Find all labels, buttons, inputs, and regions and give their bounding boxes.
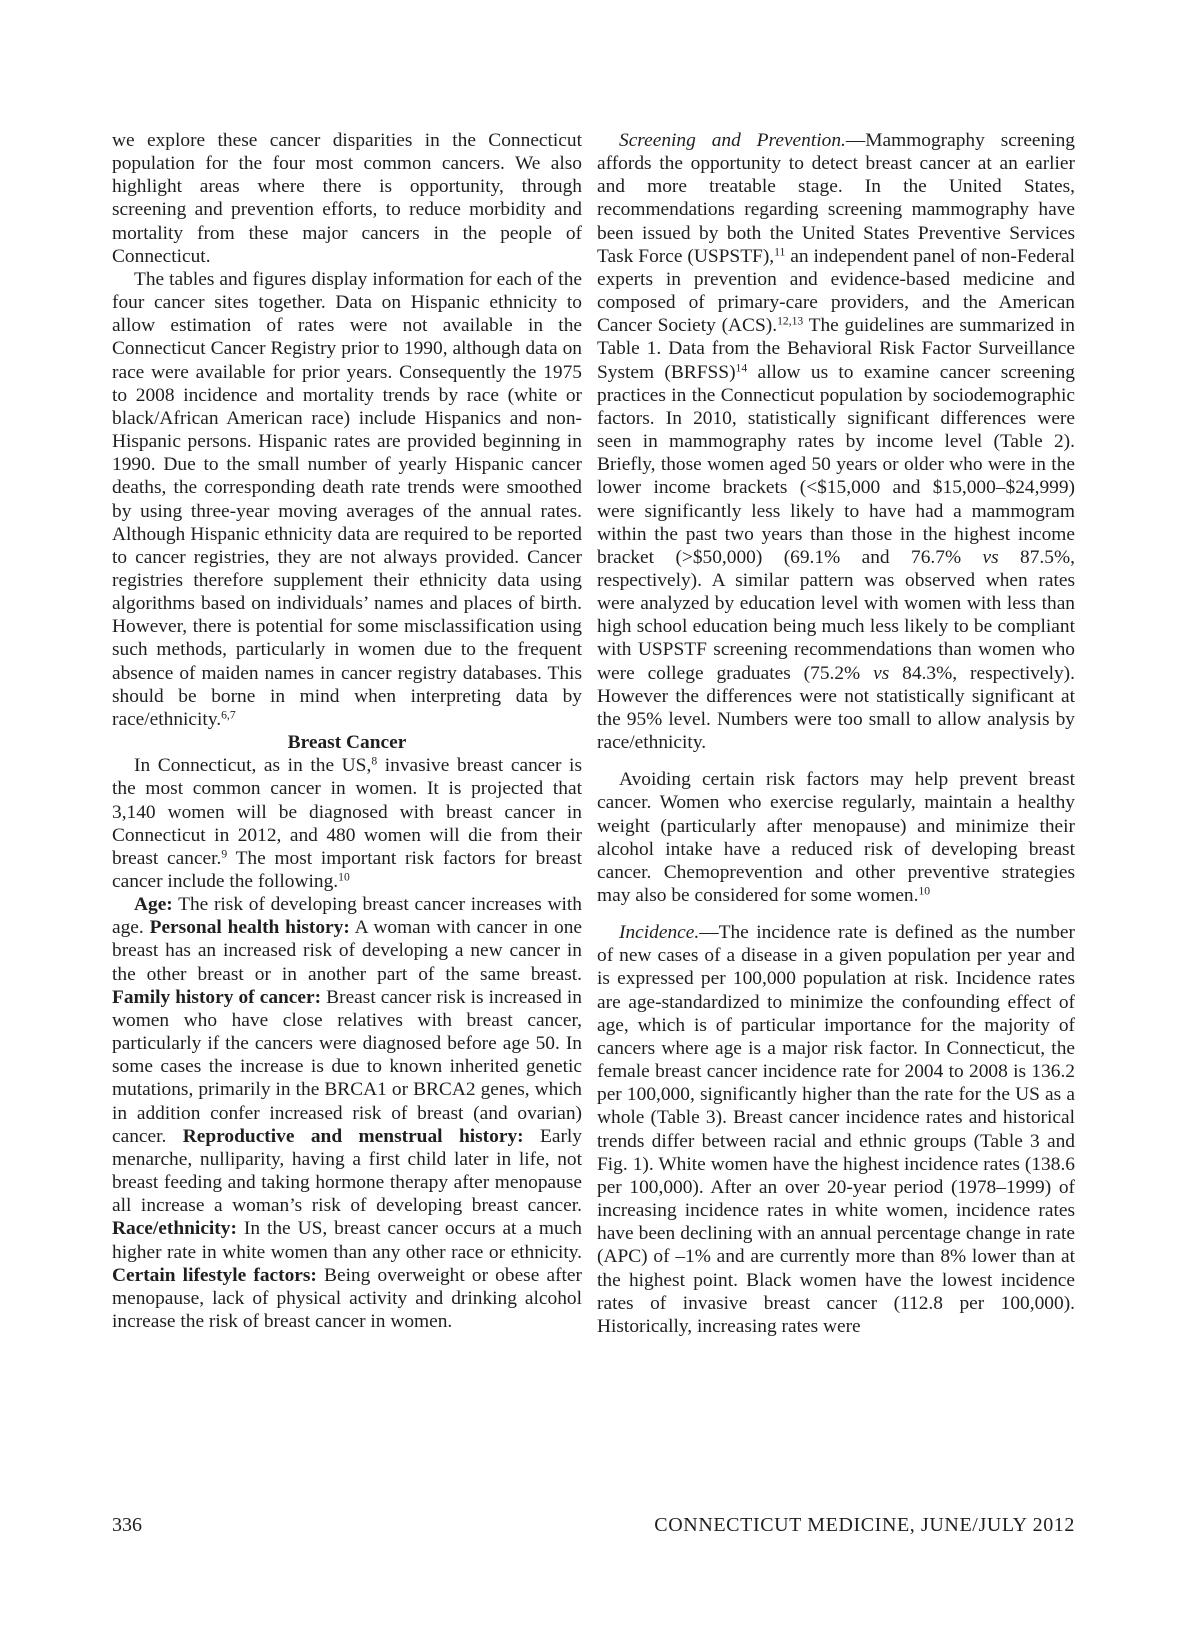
prevention-paragraph — [597, 768, 1075, 907]
reference-11: 11 — [774, 245, 786, 259]
reference-10: 10 — [338, 870, 350, 884]
screening-text-f: 84.3%, respectively). However the differences were not statistically significant at the 95% level. Numbers were too small to allow analysis by race/ethnicity. — [597, 662, 1075, 754]
risk-label-reproductive-history: Reproductive and menstrual history: — [182, 1125, 524, 1147]
risk-text-race-ethnicity: In the US, breast cancer occurs at a much higher rate in white women than any other race or ethnicity. — [112, 1218, 582, 1263]
screening-prevention-paragraph — [597, 129, 1075, 754]
screening-text-c: The guidelines are summarized in Table 1. Data from the Behavioral Risk Factor Surveillance System (BRFSS) — [597, 315, 1075, 383]
subheading-screening-prevention: Screening and Prevention. — [619, 130, 846, 151]
risk-text-personal-history: A woman with cancer in one breast has an increased risk of developing a new cancer in the other breast or in another part of the same breast. — [112, 917, 582, 985]
right-column — [597, 129, 1075, 1338]
risk-text-reproductive-history: Early menarche, nulliparity, having a first child later in life, not breast feeding and taking hormone therapy after menopause all increase a woman’s risk of developing breast cancer. — [112, 1125, 582, 1217]
section-heading-breast-cancer: Breast Cancer — [287, 732, 407, 754]
screening-text-a: —Mammography screening affords the opportunity to detect breast cancer at an earlier and more treatable stage. In the United States, recommendations regarding screening mammography have been issued by both the United States Preventive Services Task Force (USPSTF), — [597, 130, 1075, 267]
risk-text-family-history: Breast cancer risk is increased in women who have close relatives with breast cancer, particularly if the cancers were diagnosed before age 50. In some cases the increase is due to known inherited genetic mutations, primarily in the BRCA1 or BRCA2 genes, which in addition confer increased risk of breast (and ovarian) cancer. — [112, 986, 582, 1147]
page-number: 336 — [112, 1514, 142, 1536]
intro-text-a: In Connecticut, as in the US, — [134, 755, 372, 777]
reference-6-7: 6,7 — [221, 708, 236, 722]
reference-14: 14 — [735, 361, 748, 375]
reference-9: 9 — [221, 847, 228, 861]
breast-cancer-intro-paragraph — [112, 754, 582, 893]
subheading-incidence: Incidence. — [619, 922, 700, 944]
risk-label-lifestyle: Certain lifestyle factors: — [112, 1264, 317, 1286]
intro-text-c: The most important risk factors for breast cancer include the following. — [112, 847, 582, 892]
reference-12-13: 12,13 — [777, 314, 804, 328]
screening-text-d: allow us to examine cancer screening practices in the Connecticut population by sociodemographic factors. In 2010, statistically significant differences were seen in mammography rates by income level (Table 2). Briefly, those women aged 50 years or older who were in the lower income brackets (<$15,000 and $15,000–$24,999) were significantly less likely to have had a mammogram within the past two years than those in the highest income bracket (>$50,000) (69.1% and 76.7% — [597, 361, 1075, 568]
methods-paragraph — [112, 268, 582, 731]
versus-italic: vs — [873, 662, 890, 684]
risk-label-family-history: Family history of cancer: — [112, 986, 322, 1008]
journal-running-footer: CONNECTICUT MEDICINE, JUNE/JULY 2012 — [654, 1514, 1075, 1536]
screening-text-e: 87.5%, respectively). A similar pattern was observed when rates were analyzed by education level with women with less than high school education being much less likely to be compliant with USPSTF screening recommendations than women who were college graduates (75.2% — [597, 546, 1075, 684]
versus-italic: vs — [982, 546, 999, 568]
left-column — [112, 129, 582, 1333]
risk-label-race-ethnicity: Race/ethnicity: — [112, 1218, 237, 1240]
risk-text-age: The risk of developing breast cancer increases with age. — [112, 894, 582, 939]
reference-10: 10 — [918, 884, 931, 898]
risk-factors-paragraph — [112, 893, 582, 1333]
intro-text-b: invasive breast cancer is the most common cancer in women. It is projected that 3,140 women will be diagnosed with breast cancer in Connecticut in 2012, and 480 women will die from their breast cancer. — [112, 755, 582, 869]
reference-8: 8 — [371, 754, 378, 768]
risk-label-age: Age: — [134, 894, 173, 916]
risk-text-lifestyle: Being overweight or obese after menopause, lack of physical activity and drinking alcohol increase the risk of breast cancer in women. — [112, 1264, 582, 1332]
incidence-paragraph — [597, 921, 1075, 1338]
incidence-text: —The incidence rate is defined as the number of new cases of a disease in a given population per year and is expressed per 100,000 population at risk. Incidence rates are age-standardized to minimize the confounding effect of age, which is of particular importance for the majority of cancers where age is a major risk factor. In Connecticut, the female breast cancer incidence rate for 2004 to 2008 is 136.2 per 100,000, significantly higher than the rate for the US as a whole (Table 3). Breast cancer incidence rates and historical trends differ between racial and ethnic groups (Table 3 and Fig. 1). White women have the highest incidence rates (138.6 per 100,000). After an over 20-year period (1978–1999) of increasing incidence rates in white women, incidence rates have been declining with an annual percentage change in rate (APC) of –1% and are currently more than 8% lower than at the highest point. Black women have the lowest incidence rates of invasive breast cancer (112.8 per 100,000). Historically, increasing rates were — [597, 922, 1075, 1337]
screening-text-b: an independent panel of non-Federal experts in prevention and evidence-based medicine and composed of primary-care providers, and the American Cancer Society (ACS). — [597, 245, 1075, 337]
risk-label-personal-history: Personal health history: — [149, 917, 350, 939]
methods-text: The tables and figures display information for each of the four cancer sites together. Data on Hispanic ethnicity to allow estimation of rates were not available in the Connecticut Cancer Registry prior to 1990, although data on race were available for prior years. Consequently the 1975 to 2008 incidence and mortality trends by race (white or black/African American race) include Hispanics and non-Hispanic persons. Hispanic rates are provided beginning in 1990. Due to the small number of yearly Hispanic cancer deaths, the corresponding death rate trends were smoothed by using three-year moving averages of the annual rates. Although Hispanic ethnicity data are required to be reported to cancer registries, they are not always provided. Cancer registries therefore supplement their ethnicity data using algorithms based on individuals’ names and places of birth. However, there is potential for some misclassification using such methods, particularly in women due to the frequent absence of maiden names in cancer registry databases. This should be borne in mind when interpreting data by race/ethnicity. — [112, 268, 582, 730]
prevention-text: Avoiding certain risk factors may help prevent breast cancer. Women who exercise regularly, maintain a healthy weight (particularly after menopause) and minimize their alcohol intake have a reduced risk of developing breast cancer. Chemoprevention and other preventive strategies may also be considered for some women. — [597, 769, 1075, 906]
intro-paragraph: we explore these cancer disparities in the Connecticut population for the four most common cancers. We also highlight areas where there is opportunity, through screening and prevention efforts, to reduce morbidity and mortality from these major cancers in the people of Connecticut. — [112, 130, 582, 267]
